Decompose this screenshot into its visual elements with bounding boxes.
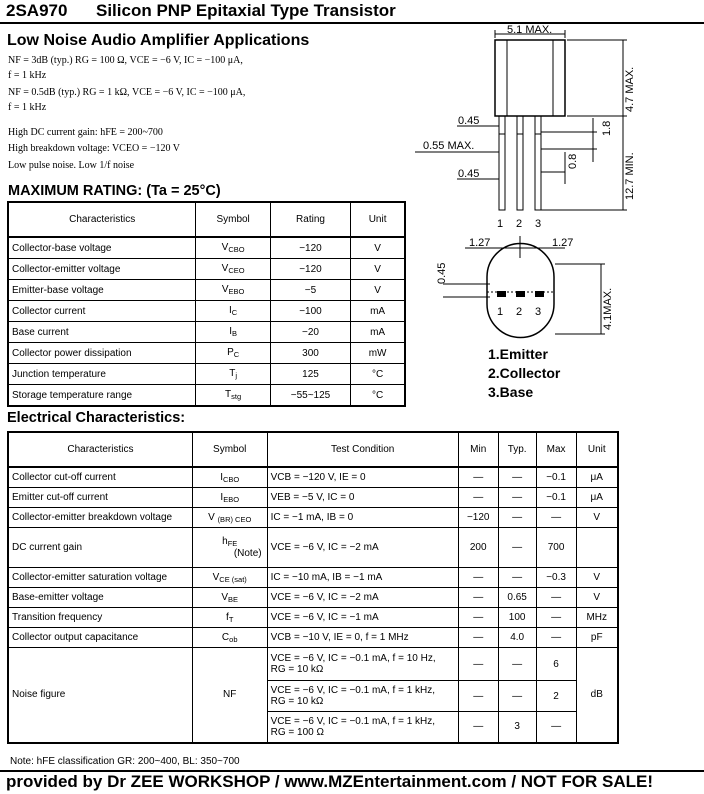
dim-lead-length: 12.7 MIN.	[624, 152, 636, 200]
max-cell: −0.1	[536, 488, 576, 508]
characteristic-cell: Noise figure	[8, 648, 192, 743]
condition-cell: IC = −10 mA, IB = −1 mA	[267, 568, 458, 588]
symbol-cell: $T_{stg}$	[196, 385, 270, 407]
symbol-cell: $V_{EBO}$	[196, 280, 270, 301]
symbol-cell: $I_{CBO}$	[192, 467, 267, 488]
rating-cell: −5	[270, 280, 350, 301]
min-cell: —	[458, 488, 498, 508]
classification-note: Note: hFE classification GR: 200~400, BL: 350~700	[10, 756, 240, 767]
pin-number: 2	[516, 306, 523, 318]
dim-side: 0.45	[436, 262, 448, 284]
feature-line: NF = 3dB (typ.) RG = 100 Ω, VCE = −6 V, IC = −100 μA,	[8, 55, 243, 66]
characteristic-cell: Collector cut-off current	[8, 467, 192, 488]
feature-line: High DC current gain: hFE = 200~700	[8, 127, 163, 138]
max-cell: 700	[536, 528, 576, 568]
unit-cell: V	[576, 508, 618, 528]
symbol-cell: NF	[192, 648, 267, 743]
typ-cell: —	[498, 488, 536, 508]
symbol-cell: $h_{FE}$ (Note)	[192, 528, 267, 568]
typ-cell: 4.0	[498, 628, 536, 648]
typ-cell: —	[498, 681, 536, 712]
dim-width: 5.1 MAX.	[507, 24, 553, 36]
typ-cell: —	[498, 648, 536, 681]
condition-cell: VCE = −6 V, IC = −2 mA	[267, 528, 458, 568]
symbol-cell: $P_C$	[196, 343, 270, 364]
dim-lead: 0.55 MAX.	[423, 140, 475, 152]
unit-cell: μA	[576, 488, 618, 508]
unit-cell: V	[351, 237, 405, 259]
table-row	[8, 237, 405, 259]
table-row	[8, 568, 618, 588]
symbol-note: (Note)	[233, 548, 262, 559]
condition-cell: VCE = −6 V, IC = −0.1 mA, f = 1 kHz, RG = 10 kΩ	[267, 681, 458, 712]
column-header: Characteristics	[8, 432, 192, 467]
electrical-title: Electrical Characteristics:	[7, 410, 186, 426]
characteristic-cell: Junction temperature	[8, 364, 196, 385]
typ-cell: —	[498, 467, 536, 488]
characteristic-cell: Base current	[8, 322, 196, 343]
condition-cell: VCE = −6 V, IC = −0.1 mA, f = 10 Hz, RG = 10 kΩ	[267, 648, 458, 681]
symbol-cell: $I_{EBO}$	[192, 488, 267, 508]
max-rating-title: MAXIMUM RATING: (Ta = 25°C)	[8, 183, 221, 199]
column-header: Rating	[270, 202, 350, 237]
characteristic-cell: Transition frequency	[8, 608, 192, 628]
unit-cell: dB	[576, 648, 618, 743]
table-row	[8, 385, 405, 407]
table-row	[8, 301, 405, 322]
unit-cell: pF	[576, 628, 618, 648]
column-header: Typ.	[498, 432, 536, 467]
condition-cell: VEB = −5 V, IC = 0	[267, 488, 458, 508]
condition-cell: VCE = −6 V, IC = −0.1 mA, f = 1 kHz, RG = 100 Ω	[267, 712, 458, 743]
condition-cell: VCE = −6 V, IC = −2 mA	[267, 588, 458, 608]
symbol-cell: $f_T$	[192, 608, 267, 628]
feature-line: NF = 0.5dB (typ.) RG = 1 kΩ, VCE = −6 V, IC = −100 μA,	[8, 87, 246, 98]
dim-lead: 0.45	[458, 168, 480, 180]
condition-cell: VCB = −10 V, IE = 0, f = 1 MHz	[267, 628, 458, 648]
pin-number: 3	[535, 218, 542, 230]
typ-cell: 3	[498, 712, 536, 743]
unit-cell: mA	[351, 301, 405, 322]
typ-cell: —	[498, 568, 536, 588]
unit-cell: mA	[351, 322, 405, 343]
rating-cell: −100	[270, 301, 350, 322]
table-row	[8, 322, 405, 343]
characteristic-cell: Collector output capacitance	[8, 628, 192, 648]
package-body	[495, 40, 565, 116]
symbol-cell: V $_{(BR) CEO}$	[192, 508, 267, 528]
column-header: Min	[458, 432, 498, 467]
table-row	[8, 488, 618, 508]
table-row	[8, 364, 405, 385]
table-row	[8, 508, 618, 528]
page-header	[0, 0, 704, 24]
max-cell: 2	[536, 681, 576, 712]
symbol-cell: $I_B$	[196, 322, 270, 343]
characteristic-cell: Collector-emitter voltage	[8, 259, 196, 280]
unit-cell: V	[576, 568, 618, 588]
feature-line: f = 1 kHz	[8, 70, 47, 81]
min-cell: —	[458, 608, 498, 628]
column-header: Unit	[351, 202, 405, 237]
package-outline-diagram	[415, 22, 704, 342]
dim-body: 4.1MAX.	[602, 287, 614, 330]
max-cell: —	[536, 608, 576, 628]
characteristic-cell: Emitter-base voltage	[8, 280, 196, 301]
characteristic-cell: Emitter cut-off current	[8, 488, 192, 508]
table-row	[8, 528, 618, 568]
unit-cell: V	[351, 259, 405, 280]
min-cell: —	[458, 712, 498, 743]
characteristic-cell: Collector-emitter saturation voltage	[8, 568, 192, 588]
typ-cell: 0.65	[498, 588, 536, 608]
feature-line: f = 1 kHz	[8, 102, 47, 113]
column-header: Unit	[576, 432, 618, 467]
unit-cell: μA	[576, 467, 618, 488]
unit-cell	[576, 528, 618, 568]
symbol-cell: $V_{CE (sat)}$	[192, 568, 267, 588]
rating-cell: −20	[270, 322, 350, 343]
pin-label-emitter: 1.Emitter	[488, 346, 548, 362]
unit-cell: MHz	[576, 608, 618, 628]
min-cell: —	[458, 568, 498, 588]
condition-cell: VCB = −120 V, IE = 0	[267, 467, 458, 488]
characteristic-cell: Collector power dissipation	[8, 343, 196, 364]
table-row	[8, 259, 405, 280]
max-cell: −0.3	[536, 568, 576, 588]
dim-value: 1.8	[601, 120, 613, 136]
column-header: Symbol	[196, 202, 270, 237]
table-row	[8, 343, 405, 364]
column-header: Symbol	[192, 432, 267, 467]
condition-cell: VCE = −6 V, IC = −1 mA	[267, 608, 458, 628]
lead-2	[517, 116, 523, 210]
characteristic-cell: Collector-base voltage	[8, 237, 196, 259]
characteristic-cell: Storage temperature range	[8, 385, 196, 407]
max-cell: —	[536, 628, 576, 648]
symbol-cell: $V_{BE}$	[192, 588, 267, 608]
symbol-cell: $T_j$	[196, 364, 270, 385]
column-header: Test Condition	[267, 432, 458, 467]
max-cell: 6	[536, 648, 576, 681]
characteristic-cell: Collector current	[8, 301, 196, 322]
electrical-table	[7, 431, 619, 744]
pin-legend	[488, 345, 560, 402]
max-cell: −0.1	[536, 467, 576, 488]
rating-cell: −120	[270, 259, 350, 280]
characteristic-cell: DC current gain	[8, 528, 192, 568]
symbol-cell: $I_C$	[196, 301, 270, 322]
application-title: Low Noise Audio Amplifier Applications	[7, 32, 310, 49]
table-row	[8, 280, 405, 301]
pin-number: 2	[516, 218, 523, 230]
dim-value: 0.8	[567, 153, 579, 169]
typ-cell: 100	[498, 608, 536, 628]
min-cell: —	[458, 588, 498, 608]
min-cell: −120	[458, 508, 498, 528]
dim-pitch: 1.27	[552, 237, 574, 249]
max-cell: —	[536, 712, 576, 743]
condition-cell: IC = −1 mA, IB = 0	[267, 508, 458, 528]
pin-number: 1	[497, 306, 504, 318]
symbol-cell: $V_{CEO}$	[196, 259, 270, 280]
characteristic-cell: Base-emitter voltage	[8, 588, 192, 608]
dim-pitch: 1.27	[469, 237, 491, 249]
pin-label-base: 3.Base	[488, 384, 534, 400]
max-cell: —	[536, 508, 576, 528]
lead-1	[499, 116, 505, 210]
symbol-cell: $V_{CBO}$	[196, 237, 270, 259]
table-row	[8, 628, 618, 648]
min-cell: 200	[458, 528, 498, 568]
table-row	[8, 467, 618, 488]
unit-cell: mW	[351, 343, 405, 364]
feature-line: Low pulse noise. Low 1/f noise	[8, 160, 135, 171]
pin-label-collector: 2.Collector	[488, 365, 561, 381]
dim-lead: 0.45	[458, 115, 480, 127]
lead-3	[535, 116, 541, 210]
unit-cell: V	[576, 588, 618, 608]
part-number: 2SA970	[6, 1, 68, 20]
pin-number: 3	[535, 306, 542, 318]
footer-text: provided by Dr ZEE WORKSHOP / www.MZEntertainment.com / NOT FOR SALE!	[6, 772, 653, 791]
pin-number: 1	[497, 218, 504, 230]
min-cell: —	[458, 628, 498, 648]
dim-height: 4.7 MAX.	[624, 66, 636, 112]
rating-cell: 300	[270, 343, 350, 364]
unit-cell: °C	[351, 385, 405, 407]
max-rating-table	[7, 201, 406, 407]
unit-cell: V	[351, 280, 405, 301]
min-cell: —	[458, 467, 498, 488]
table-row	[8, 648, 618, 681]
feature-line: High breakdown voltage: VCEO = −120 V	[8, 143, 181, 154]
table-row	[8, 608, 618, 628]
unit-cell: °C	[351, 364, 405, 385]
max-cell: —	[536, 588, 576, 608]
part-description: Silicon PNP Epitaxial Type Transistor	[96, 1, 396, 20]
rating-cell: 125	[270, 364, 350, 385]
symbol-cell: $C_{ob}$	[192, 628, 267, 648]
min-cell: —	[458, 681, 498, 712]
typ-cell: —	[498, 508, 536, 528]
min-cell: —	[458, 648, 498, 681]
column-header: Max	[536, 432, 576, 467]
rating-cell: −120	[270, 237, 350, 259]
table-row	[8, 588, 618, 608]
typ-cell: —	[498, 528, 536, 568]
characteristic-cell: Collector-emitter breakdown voltage	[8, 508, 192, 528]
column-header: Characteristics	[8, 202, 196, 237]
rating-cell: −55~125	[270, 385, 350, 407]
